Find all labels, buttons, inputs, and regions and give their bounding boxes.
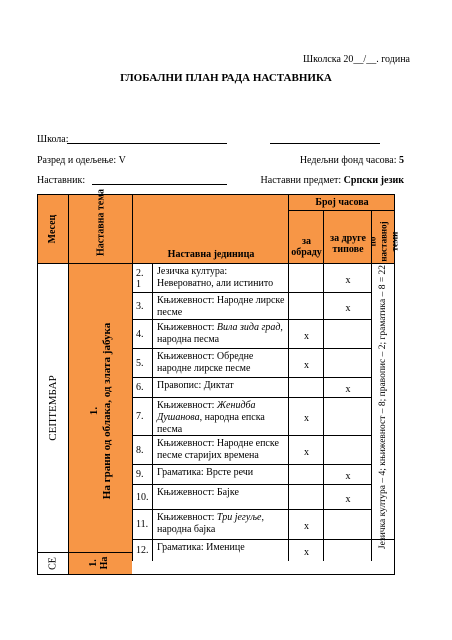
- other-mark: x: [345, 274, 351, 286]
- header-unit-text: Наставна јединица: [167, 249, 255, 260]
- row-number: 9.: [136, 469, 144, 480]
- processing-mark: x: [304, 359, 309, 371]
- unit-prefix: Књижевност:: [157, 400, 217, 411]
- row-number: 11.: [136, 519, 149, 530]
- row-processing-cell: [288, 263, 323, 292]
- unit-suffix: , народна бајка: [157, 512, 264, 535]
- row-processing-cell: [288, 539, 323, 561]
- row-number-cell: [132, 435, 152, 464]
- row-number-cell: [132, 397, 152, 435]
- row-processing-cell: [288, 464, 323, 484]
- header-month: [37, 194, 68, 263]
- row-processing-cell: [288, 377, 323, 397]
- grade-value: V: [118, 155, 126, 166]
- unit-text: Граматика: Именице: [157, 542, 245, 553]
- header-per-topic-text: по наставној теми: [367, 221, 400, 262]
- weekly-hours-label: Недељни фонд часова:: [299, 155, 397, 166]
- header-per-topic: [367, 210, 400, 263]
- row-number: 2. 1: [136, 267, 144, 290]
- other-mark: x: [345, 471, 351, 482]
- school-underline: [67, 143, 227, 144]
- row-unit-cell: [152, 377, 288, 397]
- month-cell: [37, 263, 68, 552]
- processing-mark: x: [304, 521, 309, 532]
- row-number: 12.: [136, 545, 149, 556]
- unit-suffix: , народна песма: [157, 322, 283, 345]
- row-number: 10.: [136, 491, 149, 503]
- unit-text: Језичка култура: Невероватно, али истинито: [157, 266, 274, 289]
- unit-italic: Вила зида град: [216, 322, 281, 333]
- row-number-cell: [132, 348, 152, 377]
- header-processing-text: за обраду: [291, 236, 322, 258]
- row-other-cell: [323, 292, 371, 319]
- grade-label: [37, 155, 126, 167]
- unit-prefix: Књижевност:: [157, 512, 217, 523]
- unit-suffix: , народна епска песма: [157, 412, 265, 435]
- row-unit-cell: [152, 539, 288, 561]
- unit-text: Граматика: Врсте речи: [157, 467, 254, 478]
- row-processing-cell: [288, 397, 323, 435]
- unit-prefix: Књижевност:: [157, 322, 217, 333]
- header-topic-text: Наставна тема: [95, 189, 107, 257]
- row-number-cell: [132, 263, 152, 292]
- unit-text: Правопис: Диктат: [157, 380, 234, 391]
- school-label: Школа:: [37, 134, 69, 145]
- subject-label: Наставни предмет:: [260, 175, 342, 186]
- row-other-cell: [323, 263, 371, 292]
- row-unit: [157, 512, 285, 536]
- row-processing-cell: [288, 435, 323, 464]
- row-unit-cell: [152, 263, 288, 292]
- last-topic-fragment: 1. На: [88, 556, 110, 570]
- unit-text: Књижевност: Народне лирске песме: [157, 295, 285, 318]
- unit-text: Књижевност: Бајке: [157, 487, 239, 498]
- plan-table: [37, 189, 400, 575]
- header-processing: [288, 210, 323, 263]
- last-month-cell: [37, 552, 68, 574]
- row-number: 5.: [136, 357, 144, 369]
- last-month-fragment: СЕ: [47, 557, 59, 570]
- row-unit: [157, 380, 285, 392]
- unit-text: Књижевност: Народне епске песме старијих времена: [157, 438, 279, 461]
- unit-italic: Три јегуље: [216, 512, 262, 523]
- row-number: 4.: [136, 328, 144, 340]
- row-processing-cell: [288, 292, 323, 319]
- teacher-underline: [92, 184, 227, 185]
- row-number-cell: [132, 319, 152, 348]
- per-topic-value: Језичка култура – 4; књижевност – 8; правопис – 2; граматика – 8 = 22: [378, 264, 388, 550]
- row-other-cell: [323, 348, 371, 377]
- row-processing-cell: [288, 509, 323, 539]
- topic-title: На грани од облака, од злата јабука: [101, 322, 113, 500]
- row-other-cell: [323, 484, 371, 509]
- row-number: 7.: [136, 411, 144, 422]
- topic-cell: [68, 263, 132, 552]
- row-other-cell: [323, 319, 371, 348]
- weekly-hours: [300, 155, 404, 167]
- row-number-cell: [132, 509, 152, 539]
- row-other-cell: [323, 464, 371, 484]
- processing-mark: x: [304, 330, 309, 342]
- header-topic: [68, 189, 132, 263]
- per-topic-cell: [371, 263, 394, 552]
- header-other-text: за друге типове: [330, 233, 366, 255]
- row-processing-cell: [288, 319, 323, 348]
- row-unit: [157, 295, 285, 319]
- row-other-cell: [323, 377, 371, 397]
- row-unit: [157, 351, 285, 375]
- row-unit-cell: [152, 397, 288, 435]
- processing-mark: x: [304, 413, 309, 424]
- row-unit: [157, 487, 285, 499]
- row-processing-cell: [288, 484, 323, 509]
- weekly-hours-value: 5: [399, 155, 404, 166]
- row-number: 8.: [136, 444, 144, 456]
- row-number: 6.: [136, 382, 144, 393]
- row-unit: [157, 400, 285, 436]
- grade-label-text: Разред и одељење:: [37, 155, 117, 166]
- row-number: 3.: [136, 300, 144, 312]
- unit-text: Књижевност: Обредне народне лирске песме: [157, 351, 254, 374]
- row-number-cell: [132, 464, 152, 484]
- row-other-cell: [323, 509, 371, 539]
- row-unit-cell: [152, 509, 288, 539]
- row-unit-cell: [152, 484, 288, 509]
- row-number-cell: [132, 539, 152, 561]
- row-unit: [157, 467, 285, 479]
- processing-mark: x: [304, 547, 309, 558]
- row-unit-cell: [152, 319, 288, 348]
- row-unit: [157, 542, 285, 554]
- other-mark: x: [345, 302, 351, 314]
- teacher-label: Наставник:: [37, 175, 86, 186]
- row-unit-cell: [152, 464, 288, 484]
- month-value: СЕПТЕМБАР: [47, 375, 59, 441]
- header-month-text: Месец: [47, 214, 58, 244]
- header-hours-group: [288, 194, 394, 210]
- row-other-cell: [323, 435, 371, 464]
- row-unit-cell: [152, 292, 288, 319]
- unit-italic: Женидба Душанова: [157, 400, 256, 423]
- row-unit-cell: [152, 435, 288, 464]
- row-unit: [157, 438, 285, 462]
- header-other: [323, 210, 371, 263]
- header-hours-group-text: Број часова: [315, 197, 369, 208]
- last-topic-cell: [68, 552, 132, 574]
- row-number-cell: [132, 484, 152, 509]
- blank-underline: [270, 143, 380, 144]
- other-mark: x: [345, 493, 351, 505]
- row-per-topic-cell: [371, 539, 394, 561]
- topic-value: [88, 281, 114, 541]
- page-title: ГЛОБАЛНИ ПЛАН РАДА НАСТАВНИКА: [120, 72, 332, 84]
- row-unit: [157, 266, 285, 290]
- row-processing-cell: [288, 348, 323, 377]
- topic-number: 1.: [88, 406, 100, 416]
- header-unit: [132, 194, 288, 263]
- row-number-cell: [132, 292, 152, 319]
- row-unit: [157, 322, 285, 346]
- row-other-cell: [323, 539, 371, 561]
- processing-mark: x: [304, 446, 309, 458]
- row-other-cell: [323, 397, 371, 435]
- subject-value: Српски језик: [343, 175, 404, 186]
- school-year: Школска 20__/__. година: [303, 54, 410, 65]
- row-unit-cell: [152, 348, 288, 377]
- subject: [261, 175, 404, 187]
- row-number-cell: [132, 377, 152, 397]
- other-mark: x: [345, 384, 351, 395]
